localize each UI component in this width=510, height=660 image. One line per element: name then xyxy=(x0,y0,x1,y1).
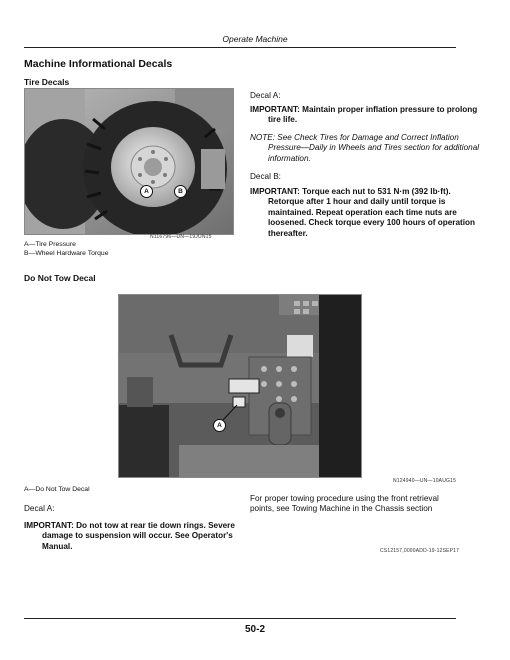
tire-decal-a-label: Decal A: xyxy=(250,91,281,100)
important-do-not-tow: IMPORTANT: Do not tow at rear tie down rings. Severe damage to suspension will occur. See Operator's Manual. xyxy=(24,521,235,551)
tow-photo-illustration xyxy=(119,295,361,477)
tire-image-code: N116796—UN—19JUN15 xyxy=(150,234,212,240)
header-rule xyxy=(24,47,456,48)
tire-decals-heading: Tire Decals xyxy=(24,77,70,87)
running-header: Operate Machine xyxy=(222,34,288,44)
note-check-tires: NOTE: See Check Tires for Damage and Correct Inflation Pressure—Daily in Wheels and Tires section for additional information. xyxy=(250,133,480,163)
tire-decal-b-label: Decal B: xyxy=(250,172,281,181)
towing-procedure-text: For proper towing procedure using the front retrieval points, see Towing Machine in the Chassis section xyxy=(250,494,439,514)
caption-do-not-tow: A—Do Not Tow Decal xyxy=(24,486,90,493)
caption-wheel-torque: B—Wheel Hardware Torque xyxy=(24,250,109,257)
footer-rule xyxy=(24,618,456,619)
callout-b-tire: B xyxy=(174,185,187,198)
section-title: Machine Informational Decals xyxy=(24,58,173,70)
caption-tire-pressure: A—Tire Pressure xyxy=(24,241,76,248)
document-code: CS12157,0000ADD-19-12SEP17 xyxy=(380,548,460,554)
tow-decal-a-label: Decal A: xyxy=(24,504,55,513)
important-torque: IMPORTANT: Torque each nut to 531 N·m (392 lb·ft). Retorque after 1 hour and daily until torque is maintained. Repeat operation each time nuts are loosened. Check torque every 100 hours of operation thereafter. xyxy=(250,187,476,238)
do-not-tow-heading: Do Not Tow Decal xyxy=(24,273,96,283)
callout-a-tire: A xyxy=(140,185,153,198)
page-number: 50-2 xyxy=(244,624,265,635)
tow-image-code: N124940—UN—10AUG15 xyxy=(393,478,457,484)
tire-decals-photo xyxy=(24,88,234,235)
do-not-tow-photo xyxy=(118,294,362,478)
tire-photo-illustration xyxy=(25,89,233,234)
callout-a-tow: A xyxy=(213,419,226,432)
important-inflation: IMPORTANT: Maintain proper inflation pressure to prolong tire life. xyxy=(250,105,478,125)
